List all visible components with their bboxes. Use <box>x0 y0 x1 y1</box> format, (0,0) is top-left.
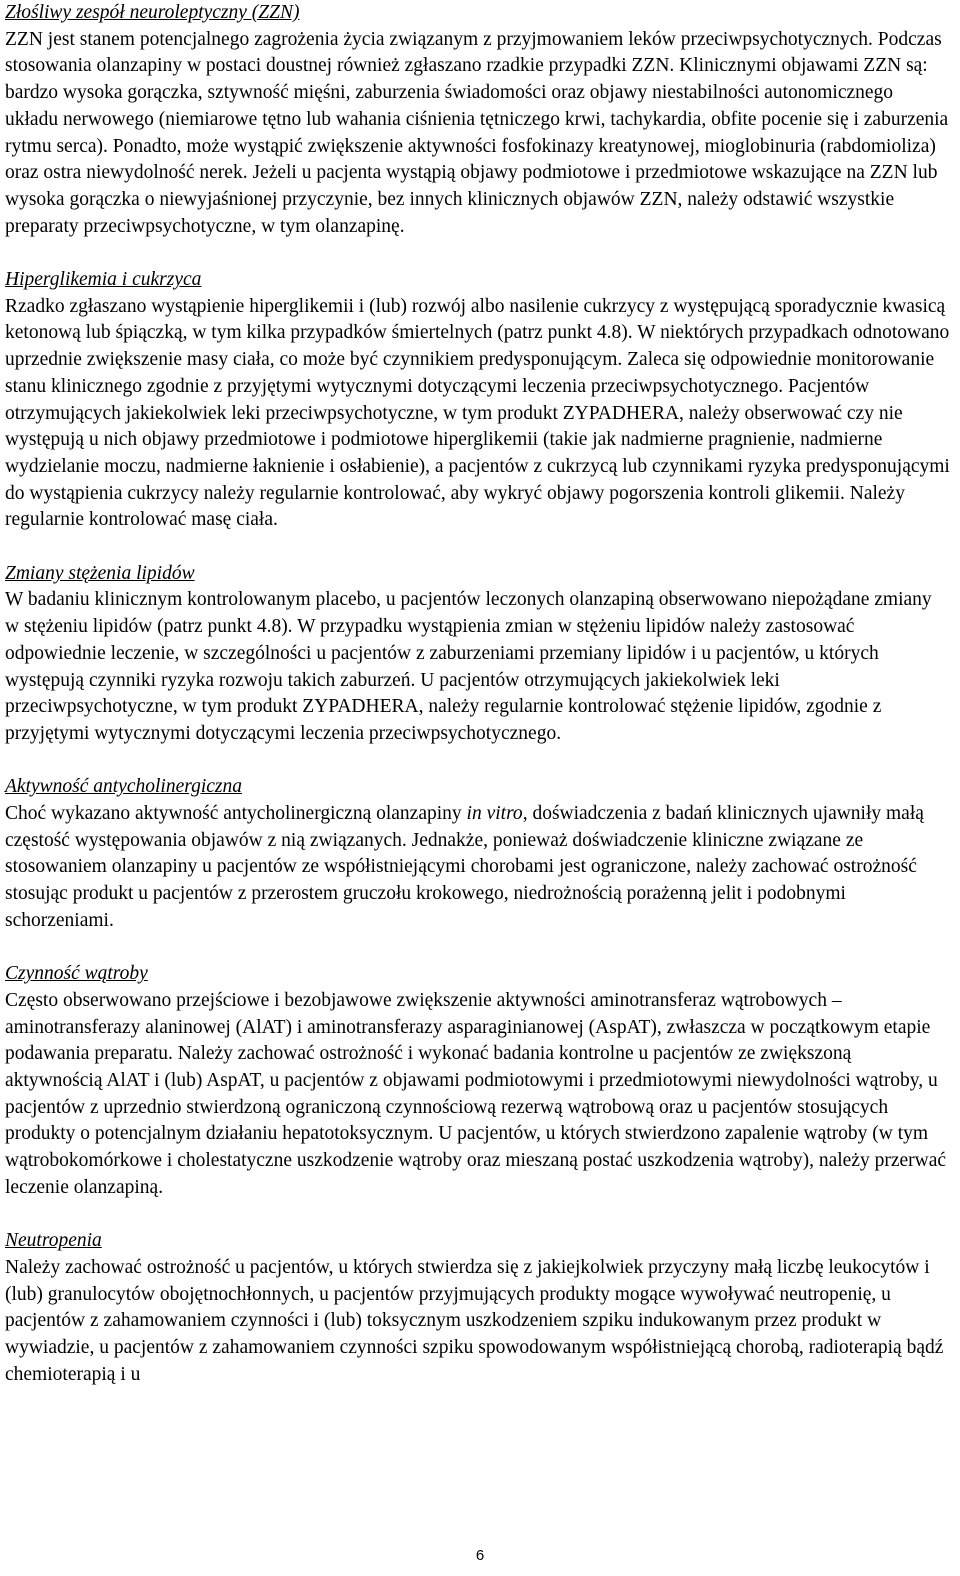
section-anticholinergic <box>5 774 950 934</box>
body-text-italic: in vitro <box>466 803 523 825</box>
page-number: 6 <box>475 1547 485 1564</box>
section-lipids <box>5 561 950 748</box>
section-body-neutropenia: Należy zachować ostrożność u pacjentów, u których stwierdza się z jakiejkolwiek przyczyny małą liczbę leukocytów i (lub) granulocytów obojętnochłonnych, u pacjentów przyjmujących produkty mogące wywoływać neutropenię, u pacjentów z zahamowaniem czynności i (lub) toksycznym uszkodzeniem szpiku indukowanym przez produkt w wywiadzie, u pacjentów z zahamowaniem czynności szpiku spowodowanym współistniejącą chorobą, radioterapią bądź chemioterapią i u <box>5 1256 944 1385</box>
section-neutropenia <box>5 1228 950 1388</box>
section-body-lipids: W badaniu klinicznym kontrolowanym placebo, u pacjentów leczonych olanzapiną obserwowano niepożądane zmiany w stężeniu lipidów (patrz punkt 4.8). W przypadku wystąpienia zmian w stężeniu lipidów należy zastosować odpowiednie leczenie, w szczególności u pacjentów z zaburzeniami przemiany lipidów i u pacjentów, u których występują czynniki ryzyka rozwoju takich zaburzeń. U pacjentów otrzymujących jakiekolwiek leki przeciwpsychotyczne, w tym produkt ZYPADHERA, należy regularnie kontrolować stężenie lipidów, zgodnie z przyjętymi wytycznymi dotyczącymi leczenia przeciwpsychotycznego. <box>5 589 932 744</box>
section-liver <box>5 961 950 1201</box>
section-heading-neutropenia: Neutropenia <box>5 1230 102 1252</box>
section-hyperglycemia <box>5 267 950 534</box>
section-heading-nms: Złośliwy zespół neuroleptyczny (ZZN) <box>5 2 300 23</box>
section-body-hyperglycemia: Rzadko zgłaszano wystąpienie hiperglikemii i (lub) rozwój albo nasilenie cukrzycy z występującą sporadycznie kwasicą ketonową lub śpiączką, w tym kilka przypadków śmiertelnych (patrz punkt 4.8). W niektórych przypadkach odnotowano uprzednie zwiększenie masy ciała, co może być czynnikiem predysponującym. Zaleca się odpowiednie monitorowanie stanu klinicznego zgodnie z przyjętymi wytycznymi dotyczącymi leczenia przeciwpsychotycznego. Pacjentów otrzymujących jakiekolwiek leki przeciwpsychotyczne, w tym produkt ZYPADHERA, należy obserwować czy nie występują u nich objawy przedmiotowe i podmiotowe hiperglikemii (takie jak nadmierne pragnienie, nadmierne wydzielanie moczu, nadmierne łaknienie i osłabienie), a pacjentów z cukrzycą lub czynnikami ryzyka predysponującymi do wystąpienia cukrzycy należy regularnie kontrolować, aby wykryć objawy pogorszenia kontroli glikemii. Należy regularnie kontrolować masę ciała. <box>5 295 950 531</box>
document-page <box>5 0 950 1388</box>
section-body-anticholinergic <box>5 801 950 935</box>
section-heading-liver: Czynność wątroby <box>5 963 148 985</box>
section-heading-lipids: Zmiany stężenia lipidów <box>5 562 195 584</box>
section-heading-hyperglycemia: Hiperglikemia i cukrzyca <box>5 269 202 291</box>
body-text-end: , doświadczenia z badań klinicznych ujawniły małą częstość występowania objawów z nią związanych. Jednakże, ponieważ doświadczenie kliniczne związane ze stosowaniem olanzapiny u pacjentów ze współistniejącymi chorobami jest ograniczone, należy zachować ostrożność stosując produkt u pacjentów z przerostem gruczołu krokowego, niedrożnością porażenną jelit i podobnymi schorzeniami. <box>5 803 924 931</box>
section-body-nms: ZZN jest stanem potencjalnego zagrożenia życia związanym z przyjmowaniem leków przeciwpsychotycznych. Podczas stosowania olanzapiny w postaci doustnej również zgłaszano rzadkie przypadki ZZN. Klinicznymi objawami ZZN są: bardzo wysoka gorączka, sztywność mięśni, zaburzenia świadomości oraz objawy niestabilności autonomicznego układu nerwowego (niemiarowe tętno lub wahania ciśnienia tętniczego krwi, tachykardia, obfite pocenie się i zaburzenia rytmu serca). Ponadto, może wystąpić zwiększenie aktywności fosfokinazy kreatynowej, mioglobinuria (rabdomioliza) oraz ostra niewydolność nerek. Jeżeli u pacjenta wystąpią objawy podmiotowe i przedmiotowe wskazujące na ZZN lub wysoka gorączka o niewyjaśnionej przyczynie, bez innych klinicznych objawów ZZN, należy odstawić wszystkie preparaty przeciwpsychotyczne, w tym olanzapinę. <box>5 28 949 237</box>
section-heading-anticholinergic: Aktywność antycholinergiczna <box>5 776 243 798</box>
body-text-start: Choć wykazano aktywność antycholinergiczną olanzapiny <box>5 803 467 825</box>
section-body-liver: Często obserwowano przejściowe i bezobjawowe zwiększenie aktywności aminotransferaz wątrobowych – aminotransferazy alaninowej (AlAT) i aminotransferazy asparaginianowej (AspAT), zwłaszcza w początkowym etapie podawania preparatu. Należy zachować ostrożność i wykonać badania kontrolne u pacjentów ze zwiększoną aktywnością AlAT i (lub) AspAT, u pacjentów z objawami podmiotowymi i przedmiotowymi niewydolności wątroby, u pacjentów z uprzednio stwierdzoną ograniczoną czynnościową rezerwą wątrobową oraz u pacjentów stosujących produkty o potencjalnym działaniu hepatotoksycznym. U pacjentów, u których stwierdzono zapalenie wątroby (w tym wątrobokomórkowe i cholestatyczne uszkodzenie wątroby oraz mieszaną postać uszkodzenia wątroby), należy przerwać leczenie olanzapiną. <box>5 989 947 1198</box>
section-nms <box>5 0 950 240</box>
